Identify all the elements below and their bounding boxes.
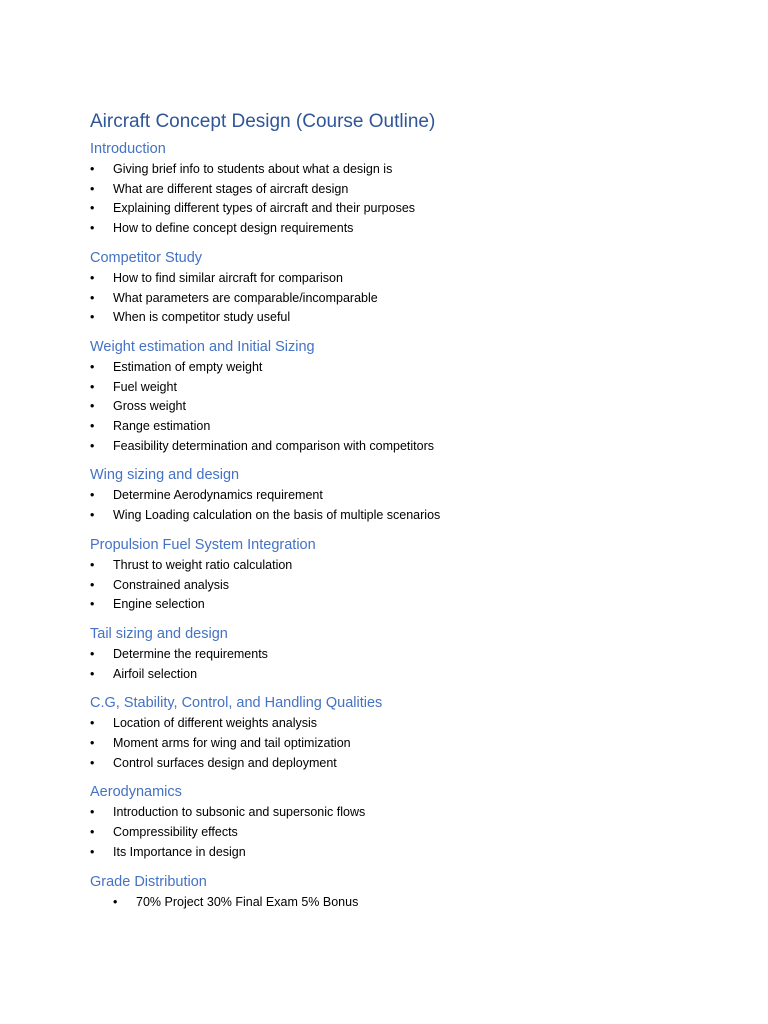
list-item: • Determine Aerodynamics requirement xyxy=(90,486,730,506)
section-heading: Grade Distribution xyxy=(90,873,207,890)
bullet-list xyxy=(90,714,730,773)
section-tail-sizing xyxy=(90,625,730,684)
bullet-list xyxy=(90,269,730,328)
list-item: • Location of different weights analysis xyxy=(90,714,730,734)
section-heading: Introduction xyxy=(90,141,166,157)
section-introduction xyxy=(90,140,730,239)
section-wing-sizing xyxy=(90,466,730,525)
list-item: • Compressibility effects xyxy=(90,823,730,843)
list-item: • Gross weight xyxy=(90,397,730,417)
section-propulsion xyxy=(90,536,730,615)
list-item: • Airfoil selection xyxy=(90,665,730,685)
bullet-list xyxy=(90,645,730,684)
bullet-list xyxy=(90,486,730,525)
section-competitor-study xyxy=(90,249,730,328)
section-weight-estimation xyxy=(90,338,730,457)
list-item: • Thrust to weight ratio calculation xyxy=(90,556,730,576)
bullet-list xyxy=(90,803,730,862)
list-item: • Its Importance in design xyxy=(90,843,730,863)
list-item: • Determine the requirements xyxy=(90,645,730,665)
bullet-list xyxy=(90,556,730,615)
grade-breakdown: • 70% Project 30% Final Exam 5% Bonus xyxy=(113,893,730,913)
section-heading: Weight estimation and Initial Sizing xyxy=(90,338,315,355)
section-heading: Aerodynamics xyxy=(90,784,182,801)
list-item: • Explaining different types of aircraft and their purposes xyxy=(90,199,730,219)
list-item: • Moment arms for wing and tail optimization xyxy=(90,734,730,754)
list-item: • When is competitor study useful xyxy=(90,308,730,328)
section-heading: C.G, Stability, Control, and Handling Qualities xyxy=(90,695,383,712)
section-heading: Competitor Study xyxy=(90,249,203,266)
list-item: • Engine selection xyxy=(90,595,730,615)
section-heading: Tail sizing and design xyxy=(90,625,228,642)
list-item: • Feasibility determination and comparison with competitors xyxy=(90,437,730,457)
section-heading: Propulsion Fuel System Integration xyxy=(90,536,316,553)
list-item: • Giving brief info to students about what a design is xyxy=(90,160,730,180)
list-item: • Estimation of empty weight xyxy=(90,358,730,378)
list-item: • What are different stages of aircraft design xyxy=(90,180,730,200)
document-title: Aircraft Concept Design (Course Outline) xyxy=(90,111,436,132)
section-stability-control xyxy=(90,694,730,773)
bullet-list xyxy=(113,893,730,913)
list-item: • Fuel weight xyxy=(90,378,730,398)
list-item: • Introduction to subsonic and supersonic flows xyxy=(90,803,730,823)
list-item: • Constrained analysis xyxy=(90,576,730,596)
list-item: • Wing Loading calculation on the basis of multiple scenarios xyxy=(90,506,730,526)
list-item: • How to define concept design requirements xyxy=(90,219,730,239)
bullet-list xyxy=(90,160,730,239)
list-item: • How to find similar aircraft for comparison xyxy=(90,269,730,289)
bullet-list xyxy=(90,358,730,457)
section-heading: Wing sizing and design xyxy=(90,467,240,484)
course-sections xyxy=(90,140,730,922)
list-item: • Range estimation xyxy=(90,417,730,437)
list-item: • What parameters are comparable/incomparable xyxy=(90,289,730,309)
list-item: • Control surfaces design and deployment xyxy=(90,754,730,774)
section-grade-distribution xyxy=(90,873,730,913)
section-aerodynamics xyxy=(90,783,730,862)
